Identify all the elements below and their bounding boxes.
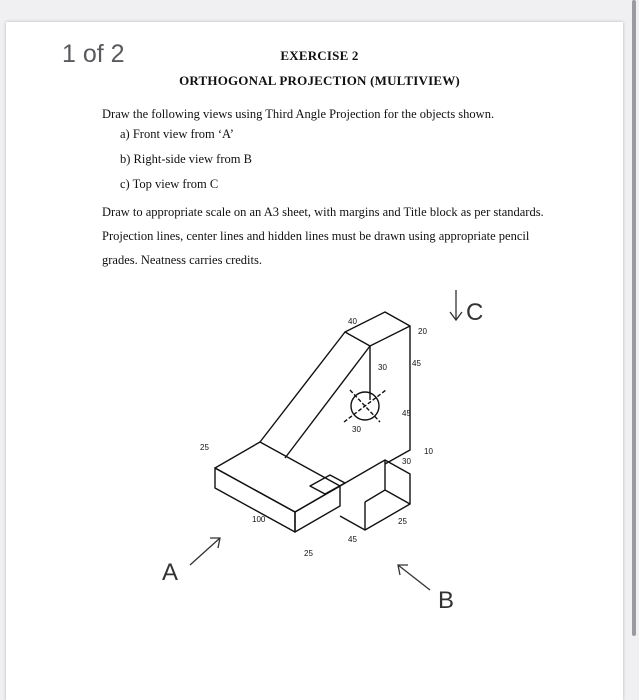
scrollbar[interactable] (632, 0, 636, 636)
dim-30-angle: 30 (352, 425, 361, 434)
exercise-title: EXERCISE 2 (280, 48, 359, 63)
page-indicator: 1 of 2 (62, 40, 125, 68)
dim-25-right: 25 (398, 517, 407, 526)
dim-25-bottom: 25 (304, 549, 313, 558)
base-top-face (215, 442, 340, 512)
label-c: C (466, 299, 484, 326)
dim-20: 20 (418, 327, 427, 336)
dim-45-lower: 45 (402, 409, 411, 418)
arrow-a (190, 538, 220, 565)
dim-25-left: 25 (200, 443, 209, 452)
dim-45-upper: 45 (412, 359, 421, 368)
dim-45-base: 45 (348, 535, 357, 544)
list-item-side-view: b) Right-side view from B (120, 152, 252, 166)
intro-text: Draw the following views using Third Angle Projection for the objects shown. (102, 107, 495, 121)
instructions-text: Draw to appropriate scale on an A3 sheet, with margins and Title block as per standards. Projection lines, center lines and hidden lines must be drawn using appropriate pencil grades. Neatness carries credits. (102, 205, 544, 267)
dim-30-top: 30 (378, 363, 387, 372)
dim-40: 40 (348, 317, 357, 326)
list-item-top-view: c) Top view from C (120, 177, 219, 191)
label-b: B (438, 587, 455, 614)
arrow-c (450, 290, 462, 320)
list-item-front-view: a) Front view from ‘A’ (120, 127, 234, 141)
inclined-rib (260, 332, 370, 458)
back-plate (345, 312, 410, 464)
dim-10: 10 (424, 447, 433, 456)
base-end-face (295, 486, 340, 532)
label-a: A (162, 559, 179, 586)
isometric-drawing (140, 290, 500, 620)
arrow-b (398, 565, 430, 590)
exercise-subtitle: ORTHOGONAL PROJECTION (MULTIVIEW) (179, 73, 460, 88)
dim-100: 100 (252, 515, 266, 524)
dim-30-block: 30 (402, 457, 411, 466)
